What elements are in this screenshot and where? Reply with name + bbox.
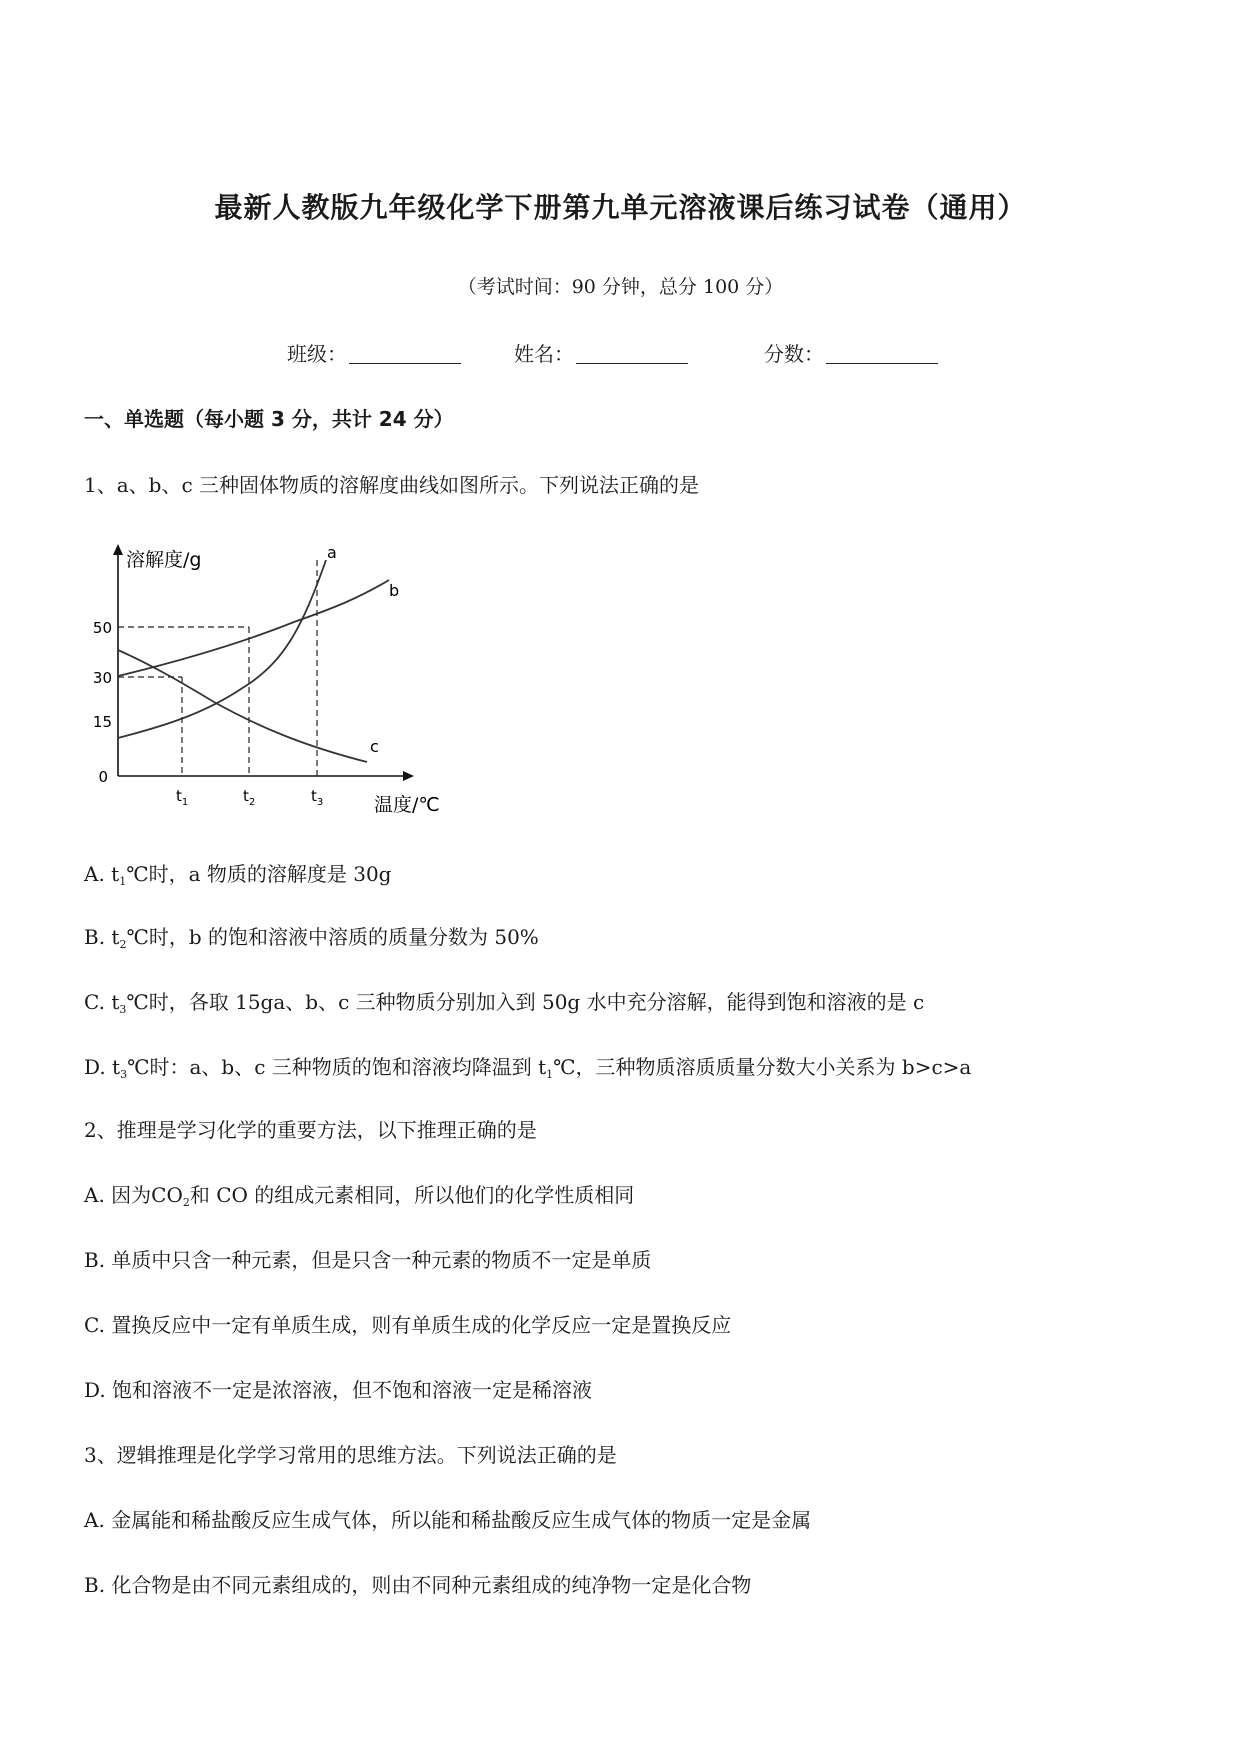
option-letter: C. <box>84 990 105 1014</box>
option-letter: D. <box>84 1378 106 1402</box>
var-t: t <box>111 862 120 886</box>
option-letter: D. <box>84 1055 106 1079</box>
option-text: ℃，三种物质溶质质量分数大小关系为 b>c>a <box>553 1055 972 1079</box>
sub-2: 2 <box>182 1196 190 1209</box>
chart-svg <box>84 536 464 816</box>
name-label: 姓名： <box>514 342 574 366</box>
curve-b <box>118 580 389 676</box>
q2-option-c[interactable] <box>84 1309 731 1338</box>
x-tick-t3: $t_3$ <box>311 787 324 808</box>
option-text: 金属能和稀盐酸反应生成气体，所以能和稀盐酸反应生成气体的物质一定是金属 <box>111 1508 812 1532</box>
y-tick-15: 15 <box>92 713 112 731</box>
option-text: ℃时，b 的饱和溶液中溶质的质量分数为 50% <box>126 925 539 949</box>
x-axis-arrow <box>403 771 414 781</box>
name-blank[interactable] <box>576 343 688 364</box>
score-blank[interactable] <box>826 343 938 364</box>
sub-1: 1 <box>119 875 127 888</box>
score-field <box>764 338 938 367</box>
option-text: 化合物是由不同元素组成的，则由不同种元素组成的纯净物一定是化合物 <box>111 1573 752 1597</box>
question-3-stem: 3、逻辑推理是化学学习常用的思维方法。下列说法正确的是 <box>84 1443 617 1467</box>
curve-c-label: c <box>370 737 379 756</box>
question-1-stem: 1、a、b、c 三种固体物质的溶解度曲线如图所示。下列说法正确的是 <box>84 473 700 497</box>
q1-option-d[interactable] <box>84 1051 971 1081</box>
sub-3: 3 <box>120 1068 128 1081</box>
option-letter: B. <box>84 925 106 949</box>
y-tick-30: 30 <box>92 669 112 687</box>
option-text: 单质中只含一种元素，但是只含一种元素的物质不一定是单质 <box>111 1248 652 1272</box>
option-letter: A. <box>84 1183 105 1207</box>
sub-2: 2 <box>119 938 127 951</box>
option-text: 和 CO 的组成元素相同，所以他们的化学性质相同 <box>189 1183 635 1207</box>
solubility-chart <box>84 536 464 816</box>
y-tick-0: 0 <box>98 768 108 786</box>
option-text: 置换反应中一定有单质生成，则有单质生成的化学反应一定是置换反应 <box>111 1313 732 1337</box>
var-t: t <box>112 1055 121 1079</box>
q2-option-b[interactable] <box>84 1244 651 1273</box>
option-text: ℃时，各取 15ga、b、c 三种物质分别加入到 50g 水中充分溶解，能得到饱和溶液的是 c <box>126 990 925 1014</box>
q3-option-a[interactable] <box>84 1504 811 1533</box>
sub-3: 3 <box>119 1003 127 1016</box>
name-field <box>514 338 688 367</box>
option-text: 饱和溶液不一定是浓溶液，但不饱和溶液一定是稀溶液 <box>112 1378 593 1402</box>
q1-option-c[interactable] <box>84 986 924 1016</box>
option-letter: A. <box>84 1508 105 1532</box>
class-blank[interactable] <box>349 343 461 364</box>
var-t: t <box>111 925 120 949</box>
option-text: ℃时：a、b、c 三种物质的饱和溶液均降温到 t <box>127 1055 547 1079</box>
option-text: ℃时，a 物质的溶解度是 30g <box>126 862 392 886</box>
q2-option-d[interactable] <box>84 1374 592 1403</box>
q1-option-a[interactable] <box>84 858 391 888</box>
curves <box>118 560 389 762</box>
question-2-stem: 2、推理是学习化学的重要方法，以下推理正确的是 <box>84 1118 537 1142</box>
y-tick-50: 50 <box>92 619 112 637</box>
class-label: 班级： <box>287 342 347 366</box>
x-axis-title: 温度/℃ <box>374 794 440 816</box>
y-axis-arrow <box>113 544 123 555</box>
curve-a <box>118 560 326 738</box>
x-tick-t1: $t_1$ <box>176 787 189 808</box>
option-letter: A. <box>84 862 105 886</box>
q1-option-b[interactable] <box>84 921 539 951</box>
curve-a-label: a <box>327 543 337 562</box>
class-field <box>287 338 461 367</box>
q2-option-a[interactable] <box>84 1179 634 1209</box>
sub-1: 1 <box>546 1068 554 1081</box>
exam-info: （考试时间：90 分钟，总分 100 分） <box>457 276 784 298</box>
q3-option-b[interactable] <box>84 1569 751 1598</box>
page-title: 最新人教版九年级化学下册第九单元溶液课后练习试卷（通用） <box>214 191 1027 224</box>
option-letter: B. <box>84 1573 106 1597</box>
option-letter: B. <box>84 1248 106 1272</box>
section-heading: 一、单选题（每小题 3 分，共计 24 分） <box>84 407 454 431</box>
option-text: 因为CO <box>111 1183 183 1207</box>
option-letter: C. <box>84 1313 105 1337</box>
y-axis-title: 溶解度/g <box>126 549 202 571</box>
curve-b-label: b <box>389 581 400 600</box>
x-tick-t2: $t_2$ <box>243 787 256 808</box>
score-label: 分数： <box>764 342 824 366</box>
var-t: t <box>111 990 120 1014</box>
